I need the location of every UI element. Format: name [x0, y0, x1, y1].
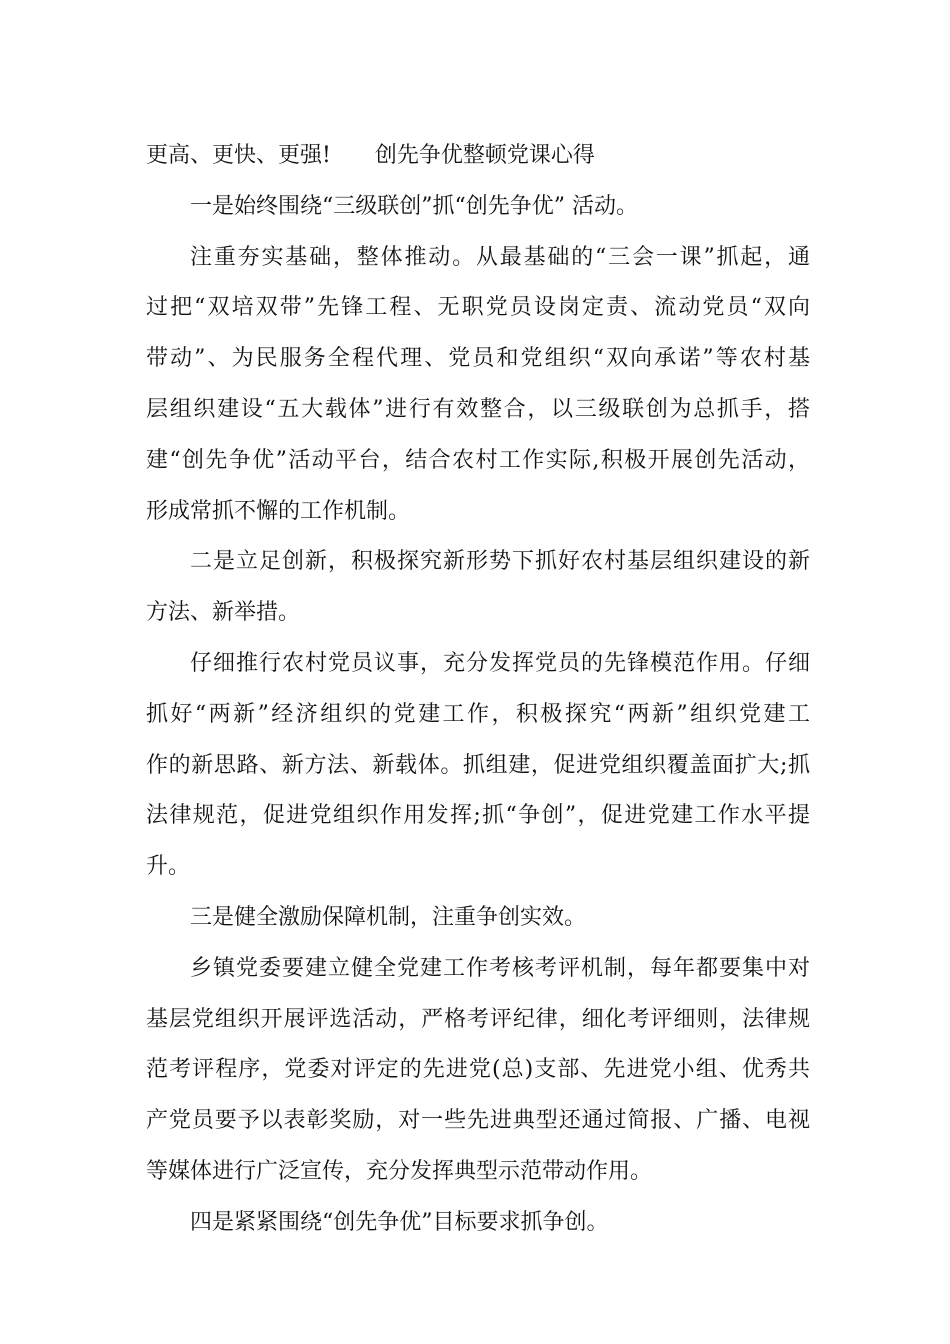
text-line: 仔细推行农村党员议事，充分发挥党员的先锋模范作用。仔细 — [190, 650, 810, 676]
text-line: 四是紧紧围绕“创先争优”目标要求抓争创。 — [190, 1209, 609, 1235]
document-body — [146, 131, 810, 1249]
text-line: 方法、新举措。 — [146, 600, 301, 626]
title-left: 更高、更快、更强! — [146, 143, 331, 168]
paragraph-lines — [146, 182, 810, 1249]
text-line: 二是立足创新，积极探究新形势下抓好农村基层组织建设的新 — [190, 549, 810, 575]
document-title — [146, 131, 810, 182]
text-line: 范考评程序，党委对评定的先进党(总)支部、先进党小组、优秀共 — [146, 1057, 810, 1083]
text-line: 升。 — [146, 854, 191, 880]
text-line: 层组织建设“五大载体”进行有效整合，以三级联创为总抓手，搭 — [146, 396, 810, 422]
text-line: 产党员要予以表彰奖励，对一些先进典型还通过简报、广播、电视 — [146, 1108, 810, 1134]
text-line: 乡镇党委要建立健全党建工作考核考评机制，每年都要集中对 — [190, 955, 810, 981]
text-line: 形成常抓不懈的工作机制。 — [146, 498, 411, 524]
text-line: 三是健全激励保障机制，注重争创实效。 — [190, 904, 587, 930]
text-line: 注重夯实基础，整体推动。从最基础的“三会一课”抓起，通 — [190, 244, 810, 270]
text-line: 等媒体进行广泛宣传，充分发挥典型示范带动作用。 — [146, 1158, 653, 1184]
text-line: 基层党组织开展评选活动，严格考评纪律，细化考评细则，法律规 — [146, 1006, 810, 1032]
title-right: 创先争优整顿党课心得 — [374, 143, 595, 168]
text-line: 作的新思路、新方法、新载体。抓组建，促进党组织覆盖面扩大;抓 — [146, 752, 810, 778]
text-line: 过把“双培双带”先锋工程、无职党员设岗定责、流动党员“双向 — [146, 295, 810, 321]
text-line: 法律规范，促进党组织作用发挥;抓“争创”，促进党建工作水平提 — [146, 803, 810, 829]
text-line: 抓好“两新”经济组织的党建工作，积极探究“两新”组织党建工 — [146, 701, 810, 727]
text-line: 带动”、为民服务全程代理、党员和党组织“双向承诺”等农村基 — [146, 346, 810, 372]
text-line: 建“创先争优”活动平台，结合农村工作实际,积极开展创先活动， — [146, 447, 810, 473]
text-line: 一是始终围绕“三级联创”抓“创先争优” 活动。 — [190, 193, 638, 219]
